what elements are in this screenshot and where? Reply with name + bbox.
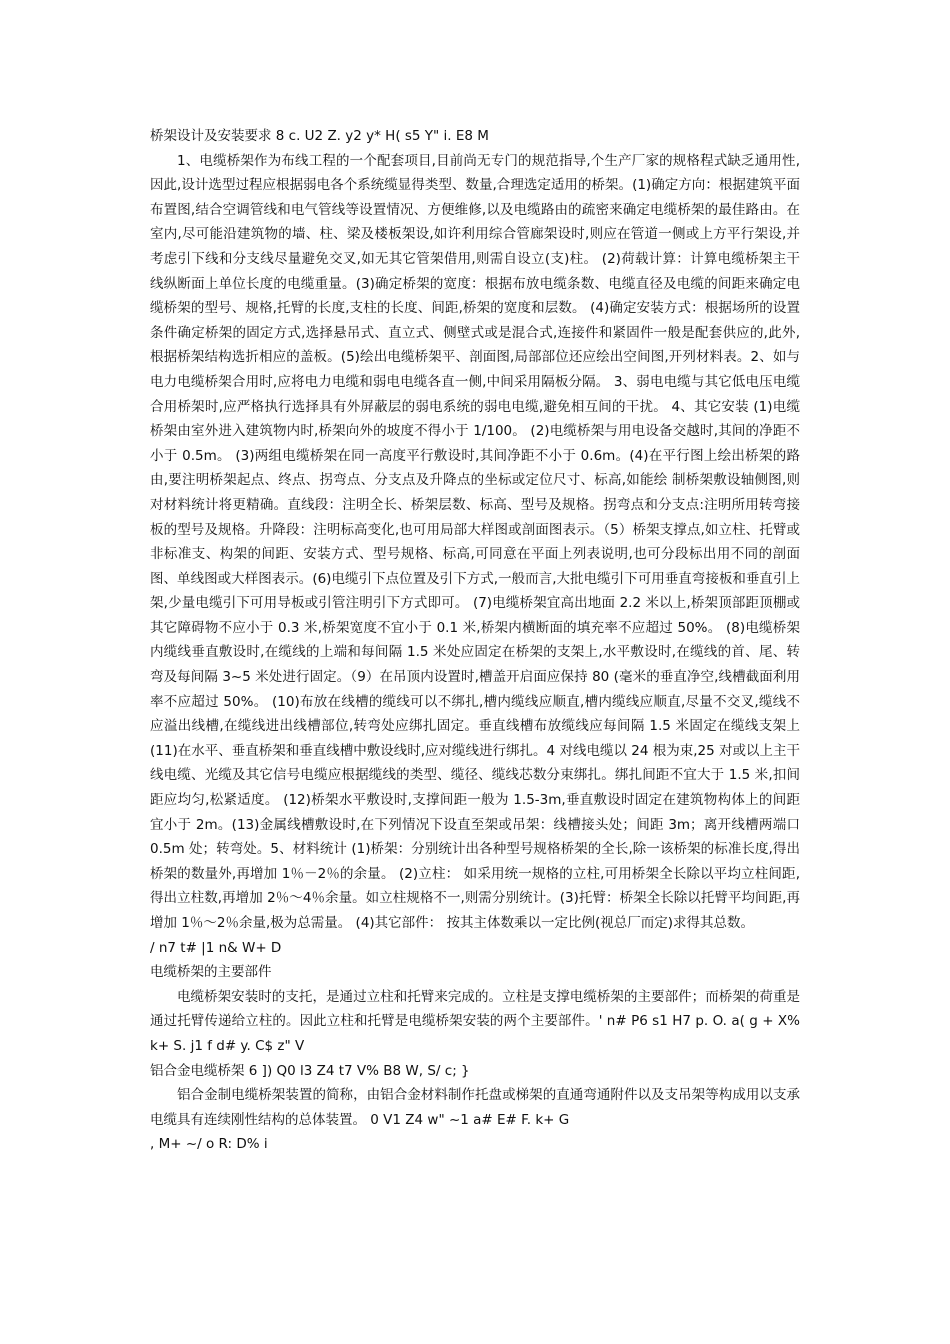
garbled-text-line-end: , M+ ~/ o R: D% i: [150, 1136, 268, 1153]
garbled-text-line: / n7 t# |1 n& W+ D: [150, 939, 282, 956]
body-paragraph-aluminum-tray: 铝合金制电缆桥架装置的简称，由铝合金材料制作托盘或梯架的直通弯通附件以及支吊架等构成用以支承电缆具有连续刚性结构的总体装置。 0 V1 Z4 w" ~1 a# E# F. k+ G: [150, 1087, 800, 1128]
document-heading: 桥架设计及安装要求 8 c. U2 Z. y2 y* H( s5 Y" i. E8 M: [150, 128, 489, 144]
body-paragraph-main-parts: 电缆桥架安装时的支托，是通过立柱和托臂来完成的。立柱是支撑电缆桥架的主要部件；而桥架的荷重是通过托臂传递给立柱的。因此立柱和托臂是电缆桥架安装的两个主要部件。' n# P6 s1 H7 p. O. a( g + X% k+ S. j1 f d# y. C$ z" V: [150, 988, 800, 1054]
section-heading-main-parts: 电缆桥架的主要部件: [150, 964, 272, 981]
document-page: [150, 124, 800, 1157]
body-paragraph-installation: 1、电缆桥架作为布线工程的一个配套项目,目前尚无专门的规范指导,个生产厂家的规格程式缺乏通用性,因此,设计选型过程应根据弱电各个系统缆显得类型、数量,合理选定适用的桥架。(1)确定方向：根据建筑平面布置图,结合空调管线和电气管线等设置情况、方便维修,以及电缆路由的疏密来确定电缆桥架的最佳路由。在室内,尽可能沿建筑物的墙、柱、梁及楼板架设,如许利用综合管廊架设时,则应在管道一侧或上方平行架设,并考虑引下线和分支线尽量避免交叉,如无其它管架借用,则需自设立(支)柱。 (2)荷载计算：计算电缆桥架主干线纵断面上单位长度的电缆重量。(3)确定桥架的宽度：根据布放电缆条数、电缆直径及电缆的间距来确定电缆桥架的型号、规格,托臂的长度,支柱的长度、间距,桥架的宽度和层数。 (4)确定安装方式：根据场所的设置条件确定桥架的固定方式,选择悬吊式、直立式、侧壁式或是混合式,连接件和紧固件一般是配套供应的,此外,根据桥架结构选折相应的盖板。(5)绘出电缆桥架平、剖面图,局部部位还应绘出空间图,开列材料表。2、如与电力电缆桥架合用时,应将电力电缆和弱电电缆各直一侧,中间采用隔板分隔。 3、弱电电缆与其它低电压电缆合用桥架时,应严格执行选择具有外屏蔽层的弱电系统的弱电电缆,避免相互间的干扰。 4、其它安装 (1)电缆桥架由室外进入建筑物内时,桥架向外的坡度不得小于 1/100。 (2)电缆桥架与用电设备交越时,其间的净距不小于 0.5m。 (3)两组电缆桥架在同一高度平行敷设时,其间净距不小于 0.6m。(4)在平行图上绘出桥架的路由,要注明桥架起点、终点、拐弯点、分支点及升降点的坐标或定位尺寸、标高,如能绘 制桥架敷设轴侧图,则对材料统计将更精确。直线段：注明全长、桥架层数、标高、型号及规格。拐弯点和分支点:注明所用转弯接板的型号及规格。升降段：注明标高变化,也可用局部大样图或剖面图表示。（5）桥架支撑点,如立柱、托臂或非标准支、构架的间距、安装方式、型号规格、标高,可同意在平面上列表说明,也可分段标出用不同的剖面图、单线图或大样图表示。(6)电缆引下点位置及引下方式,一般而言,大批电缆引下可用垂直弯接板和垂直引上架,少量电缆引下可用导板或引管注明引下方式即可。 (7)电缆桥架宜高出地面 2.2 米以上,桥架顶部距顶棚或其它障碍物不应小于 0.3 米,桥架宽度不宜小于 0.1 米,桥架内横断面的填充率不应超过 50%。 (8)电缆桥架内缆线垂直敷设时,在缆线的上端和每间隔 1.5 米处应固定在桥架的支架上,水平敷设时,在缆线的首、尾、转弯及每间隔 3~5 米处进行固定。（9）在吊顶内设置时,槽盖开启面应保持 80 (毫米的垂直净空,线槽截面利用率不应超过 50%。 (10)布放在线槽的缆线可以不绑扎,槽内缆线应顺直,槽内缆线应顺直,尽量不交叉,缆线不应溢出线槽,在缆线进出线槽部位,转弯处应绑扎固定。垂直线槽布放缆线应每间隔 1.5 米固定在缆线支架上 (11)在水平、垂直桥架和垂直线槽中敷设线时,应对缆线进行绑扎。4 对线电缆以 24 根为束,25 对或以上主干线电缆、光缆及其它信号电缆应根据缆线的类型、缆径、缆线芯数分束绑扎。绑扎间距不宜大于 1.5 米,扣间距应均匀,松紧适度。 (12)桥架水平敷设时,支撑间距一般为 1.5-3m,垂直敷设时固定在建筑物构体上的间距宜小于 2m。(13)金属线槽敷设时,在下列情况下设直至架或吊架：线槽接头处；间距 3m；离开线槽两端口 0.5m 处；转弯处。5、材料统计 (1)桥架：分别统计出各种型号规格桥架的全长,除一该桥架的标准长度,得出桥架的数量外,再增加 1％－2％的余量。 (2)立柱： 如采用统一规格的立柱,可用桥架全长除以平均立柱间距,得出立柱数,再增加 2％～4％余量。如立柱规格不一,则需分别统计。(3)托臂：桥架全长除以托臂平均间距,再增加 1％～2％余量,极为总需量。 (4)其它部件： 按其主体数乘以一定比例(视总厂而定)求得其总数。: [150, 152, 800, 931]
section-heading-aluminum-tray: 铝合金电缆桥架 6 ]) Q0 l3 Z4 t7 V% B8 W, S/ c; }: [150, 1062, 470, 1079]
